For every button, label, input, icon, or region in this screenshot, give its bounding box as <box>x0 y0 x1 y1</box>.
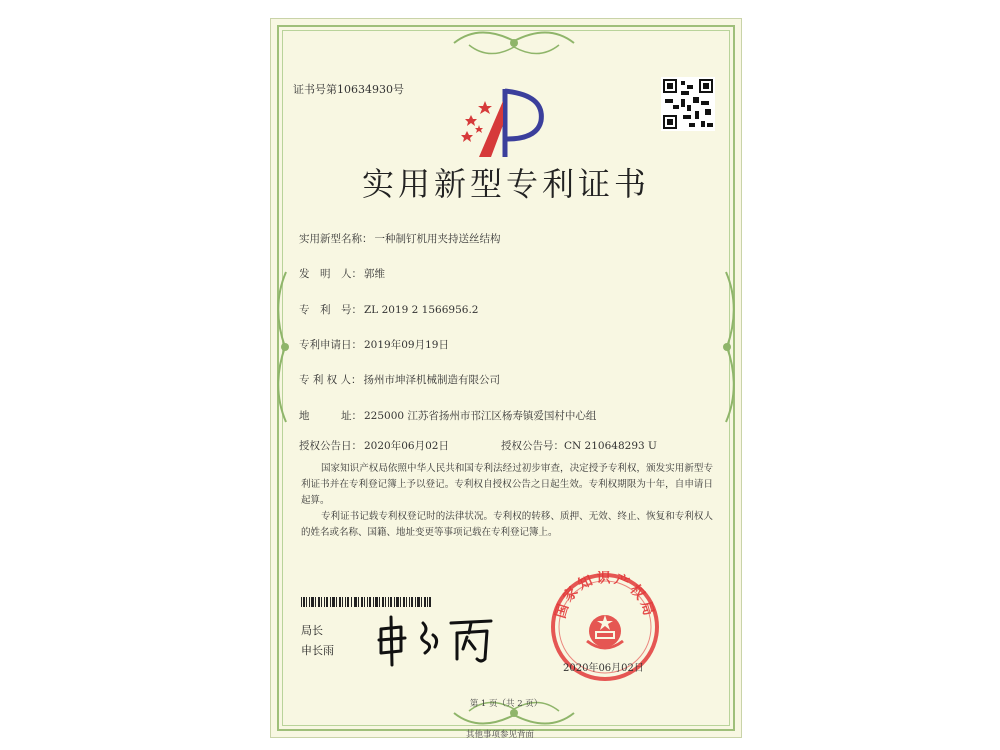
qr-code-icon <box>661 77 715 131</box>
patent-certificate <box>270 18 742 738</box>
field-label: 专 利 权 人： <box>299 374 362 386</box>
field-grant-number <box>501 438 657 453</box>
seal-date: 2020年06月02日 <box>563 663 644 674</box>
field-label: 授权公告号： <box>501 440 564 452</box>
field-label: 专利申请日： <box>299 339 362 351</box>
field-filing-date <box>299 337 449 352</box>
page-number: 第 1 页（共 2 页） <box>469 699 543 709</box>
director-name: 申长雨 <box>301 644 334 657</box>
floral-ornament-right-icon <box>711 267 741 427</box>
cnipa-logo-icon <box>457 81 547 161</box>
legal-status-paragraph: 专利证书记载专利权登记时的法律状况。专利权的转移、质押、无效、终止、恢复和专利权人的姓名或名称、国籍、地址变更等事项记载在专利登记簿上。 <box>301 511 713 538</box>
field-label: 发 明 人： <box>299 268 362 280</box>
footer-note: 其他事项参见背面 <box>465 730 534 740</box>
floral-ornament-left-icon <box>271 267 301 427</box>
field-address <box>299 408 596 423</box>
signature-icon <box>371 609 501 669</box>
barcode-icon <box>301 597 431 607</box>
field-value: CN 210648293 U <box>564 440 657 452</box>
field-value: 225000 江苏省扬州市邗江区杨寿镇爱国村中心组 <box>364 410 597 422</box>
field-value: 一种制钉机用夹持送丝结构 <box>374 233 501 245</box>
certificate-title: 实用新型专利证书 <box>361 165 650 203</box>
seal-text: 国家知识产权局 <box>552 571 658 621</box>
field-label: 授权公告日： <box>299 440 362 452</box>
field-patentee <box>299 372 500 387</box>
field-label: 地 址： <box>299 410 362 422</box>
field-label: 专 利 号： <box>299 304 362 316</box>
certificate-number: 证书号第10634930号 <box>293 83 404 96</box>
field-value: 扬州市坤泽机械制造有限公司 <box>363 374 501 386</box>
field-patent-number <box>299 302 478 317</box>
grant-statement-paragraph: 国家知识产权局依照中华人民共和国专利法经过初步审查，决定授予专利权，颁发实用新型专利证书并在专利登记簿上予以登记。专利权自授权公告之日起生效。专利权期限为十年，自申请日起算。 <box>301 463 713 506</box>
field-value: 2019年09月19日 <box>364 339 449 351</box>
field-value: 2020年06月02日 <box>364 440 449 452</box>
floral-ornament-top-icon <box>449 23 579 63</box>
field-inventor <box>299 266 385 281</box>
field-label: 实用新型名称： <box>299 233 373 245</box>
field-grant-date <box>299 438 449 453</box>
field-value: 郭维 <box>364 268 385 280</box>
field-value: ZL 2019 2 1566956.2 <box>364 304 479 316</box>
field-utility-model-name <box>299 231 501 246</box>
director-title: 局长 <box>301 624 323 637</box>
svg-text:国家知识产权局 <box>552 571 657 620</box>
